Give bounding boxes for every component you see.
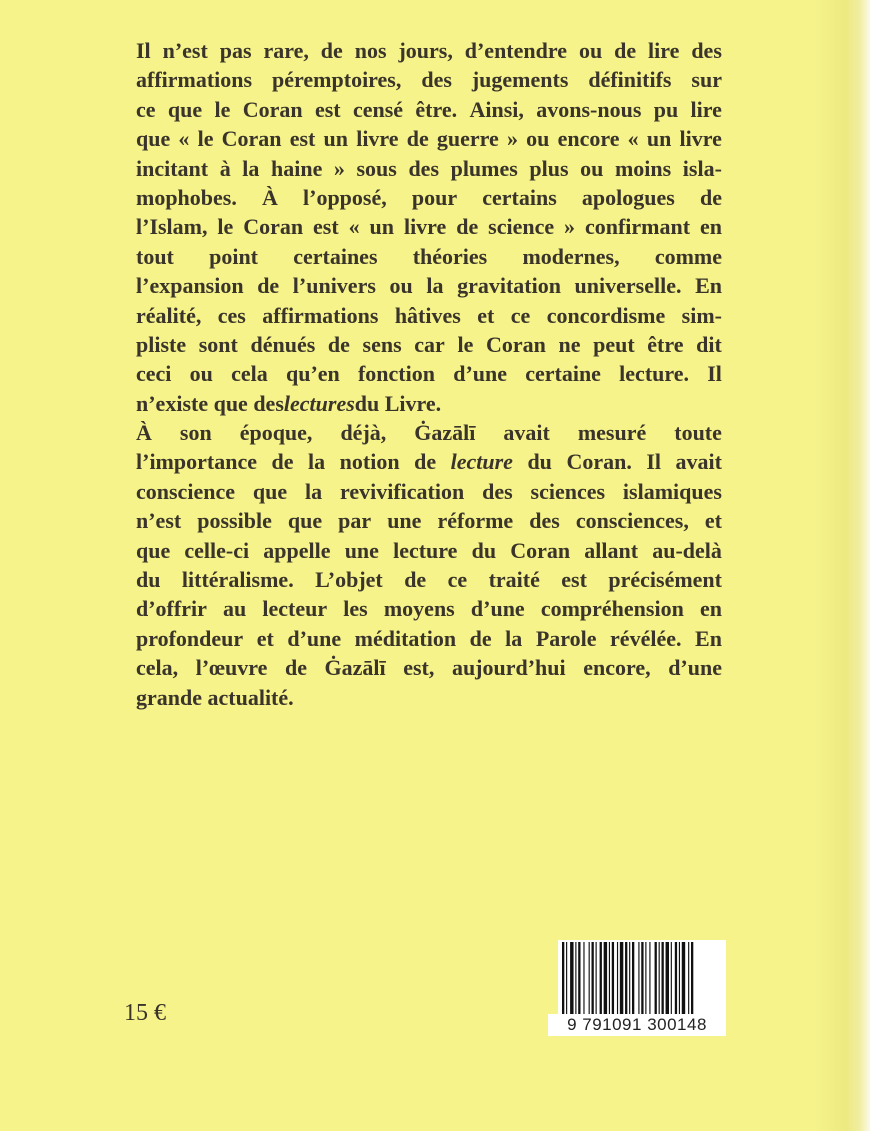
word: le [457, 331, 474, 357]
word: « [627, 126, 639, 152]
word: un [323, 126, 349, 152]
word: de [327, 331, 350, 357]
word: Coran. [566, 449, 632, 475]
word: la [505, 625, 523, 651]
word: Ainsi, [469, 96, 524, 122]
word: modernes, [522, 243, 620, 269]
word: mesuré [577, 420, 647, 446]
word: du [136, 567, 161, 593]
text-line [136, 95, 722, 124]
word: lecteur [262, 596, 328, 622]
word: Ġazālī [324, 655, 386, 681]
barcode-bar [682, 942, 685, 1014]
barcode-bar [625, 942, 627, 1014]
word: théories [412, 243, 488, 269]
line-segment: n’existe que des [136, 390, 284, 416]
word: sens [362, 331, 402, 357]
barcode-bar [575, 942, 576, 1014]
word: est [314, 96, 341, 122]
text-line [136, 389, 722, 418]
word: En [695, 625, 722, 651]
word: À [136, 420, 152, 446]
word: avait [675, 449, 722, 475]
word: pu [653, 96, 679, 122]
word: « [348, 214, 360, 240]
word: ce [136, 96, 156, 122]
word: livre [679, 126, 722, 152]
word: que [136, 126, 171, 152]
word: l’expansion [136, 273, 244, 299]
word: nos [354, 38, 387, 63]
word: d’offrir [136, 596, 207, 622]
text-line [136, 242, 722, 271]
word: universelle. [574, 273, 682, 299]
word: en [699, 214, 722, 240]
word: la [308, 449, 326, 475]
word: Coran [485, 331, 546, 357]
word: d’entendre [464, 38, 568, 63]
word: des [529, 508, 560, 534]
word: Coran [243, 214, 304, 240]
word: possible [197, 508, 272, 534]
word: affirmations [136, 67, 253, 93]
word: tout [136, 243, 174, 269]
word: encore [557, 126, 620, 152]
word: moyens [383, 596, 455, 622]
word: pour [411, 184, 458, 210]
word: de [469, 625, 492, 651]
barcode-bar [562, 942, 564, 1014]
line-text: grande actualité. [136, 684, 294, 710]
barcode-bar [609, 942, 610, 1014]
page-edge-shadow [815, 0, 870, 1131]
word: au-delà [652, 537, 722, 563]
word: certaines [293, 243, 378, 269]
line-segment: du Livre. [354, 390, 442, 416]
word: car [414, 331, 445, 357]
word: avons-nous [536, 96, 642, 122]
barcode-bar [691, 942, 693, 1014]
word: que [167, 96, 203, 122]
barcode-bar [583, 942, 584, 1014]
word: d’une [453, 361, 507, 387]
word: de [271, 449, 294, 475]
text-line [136, 506, 722, 535]
word: conscience [136, 478, 235, 504]
word: avait [503, 420, 550, 446]
word: point [209, 243, 259, 269]
isbn-barcode [548, 940, 726, 1040]
text-line [136, 359, 722, 388]
word: pliste [136, 331, 187, 357]
word: Coran [242, 96, 303, 122]
word: affirmations [262, 302, 379, 328]
word: Coran [510, 537, 571, 563]
text-line [136, 418, 722, 447]
word: le [214, 96, 231, 122]
word: littéralisme. [181, 567, 294, 593]
barcode-bar [612, 942, 614, 1014]
word: son [179, 420, 212, 446]
word: comme [654, 243, 722, 269]
word: que [287, 508, 323, 534]
word: mophobes. [136, 184, 237, 210]
word: appelle [263, 537, 331, 563]
word: la [304, 478, 323, 504]
word: de [614, 38, 637, 63]
barcode-bar [617, 942, 618, 1014]
word: réforme [437, 508, 514, 534]
word: de [284, 655, 307, 681]
word: l’importance [136, 449, 257, 475]
word: ce [447, 567, 468, 593]
barcode-bar [679, 942, 680, 1014]
word: censé [352, 96, 404, 122]
word: n’est [162, 38, 208, 63]
word: jours, [398, 38, 453, 63]
word: de [404, 567, 427, 593]
word: l’univers [292, 273, 376, 299]
word: ceci [136, 361, 172, 387]
word: pas [219, 38, 252, 63]
word: toute [674, 420, 722, 446]
word: concordisme [546, 302, 666, 328]
text-line [136, 212, 722, 241]
word: certaine [525, 361, 601, 387]
word: gravitation [457, 273, 561, 299]
word: méditation [354, 625, 457, 651]
word: encore, [583, 655, 651, 681]
word: réalité, [136, 302, 202, 328]
word: par [338, 508, 372, 534]
barcode-bar [659, 942, 660, 1014]
word: au [223, 596, 247, 622]
word: précisément [608, 567, 722, 593]
word: » [564, 214, 576, 240]
barcode-bar [596, 942, 597, 1014]
word: est [561, 567, 587, 593]
word: des [691, 38, 722, 63]
word: En [695, 273, 722, 299]
word: des [421, 67, 452, 93]
word: lire [648, 38, 680, 63]
word: science [488, 214, 555, 240]
barcode-bar [632, 942, 634, 1014]
barcode-bar [666, 942, 669, 1014]
word: une [387, 508, 422, 534]
word: est [289, 126, 316, 152]
word: cela, [136, 655, 179, 681]
word: est, [403, 655, 435, 681]
word: profondeur [136, 625, 244, 651]
word: islamiques [622, 478, 722, 504]
word: celle-ci [184, 537, 250, 563]
text-line [136, 36, 722, 65]
word: les [343, 596, 368, 622]
barcode-bar [570, 942, 573, 1014]
text-line [136, 624, 722, 653]
word: est [313, 214, 339, 240]
word: L’objet [315, 567, 383, 593]
barcode-bar [675, 942, 677, 1014]
barcode-bar [662, 942, 664, 1014]
word: moins [614, 155, 672, 181]
word: Il [136, 38, 151, 63]
word: époque, [239, 420, 313, 446]
text-line [136, 271, 722, 300]
word: ou [578, 38, 603, 63]
word: être. [415, 96, 458, 122]
word: ces [217, 302, 246, 328]
word: et [704, 508, 722, 534]
text-line [136, 653, 722, 682]
word: » [506, 126, 518, 152]
word: révélée. [610, 625, 682, 651]
word: lecture [393, 537, 458, 563]
word: d’une [287, 625, 342, 651]
word: le [217, 214, 234, 240]
word: des [482, 478, 513, 504]
word: livre [403, 214, 447, 240]
word: certains [482, 184, 557, 210]
word: d’une [668, 655, 722, 681]
word: d’une [470, 596, 525, 622]
text-line [136, 154, 722, 183]
word: de [257, 273, 280, 299]
word: sur [691, 67, 722, 93]
word: peut [593, 331, 635, 357]
word: plumes [450, 155, 518, 181]
word: déjà, [340, 420, 387, 446]
word: guerre [436, 126, 499, 152]
text-line [136, 124, 722, 153]
word: dénués [250, 331, 316, 357]
word: sous [356, 155, 397, 181]
word: cela [231, 361, 268, 387]
word: être [647, 331, 684, 357]
word: sciences [530, 478, 606, 504]
barcode-bar [649, 942, 650, 1014]
barcode-bar [671, 942, 672, 1014]
barcode-bar [641, 942, 643, 1014]
word: l’Islam, [136, 214, 208, 240]
word: incitant [136, 155, 209, 181]
word: sont [198, 331, 238, 357]
word: un [369, 214, 395, 240]
word: et [477, 302, 495, 328]
word: plus [529, 155, 569, 181]
word: » [333, 155, 345, 181]
italic-word: lecture [450, 449, 513, 475]
word: Coran [221, 126, 282, 152]
word: allant [584, 537, 639, 563]
barcode-bar [600, 942, 602, 1014]
text-line [136, 683, 722, 712]
word: lecture. [619, 361, 690, 387]
text-line [136, 536, 722, 565]
word: la [242, 155, 260, 181]
word: apologues [581, 184, 675, 210]
word: Il [707, 361, 722, 387]
barcode-number: 9 791091 300148 [548, 1014, 726, 1036]
word: l’œuvre [195, 655, 268, 681]
word: livre [356, 126, 399, 152]
word: ce [510, 302, 531, 328]
word: de [406, 126, 429, 152]
word: notion [339, 449, 400, 475]
barcode-bar [566, 942, 567, 1014]
word: péremptoires, [272, 67, 402, 93]
word: des [408, 155, 439, 181]
word: à [219, 155, 231, 181]
word: Ġazālī [414, 420, 476, 446]
text-line [136, 183, 722, 212]
word: ou [580, 155, 604, 181]
word: haine [270, 155, 323, 181]
barcode-bar [688, 942, 689, 1014]
barcode-bar [589, 942, 590, 1014]
word: le [197, 126, 214, 152]
italic-word: lectures [283, 390, 355, 416]
word: de [414, 449, 437, 475]
barcode-bar [655, 942, 657, 1014]
word: rare, [263, 38, 309, 63]
word: hâtives [394, 302, 461, 328]
word: jugements [471, 67, 569, 93]
word: de [699, 184, 722, 210]
word: dit [696, 331, 722, 357]
word: sim- [681, 302, 722, 328]
word: une [344, 537, 379, 563]
word: en [699, 596, 722, 622]
word: Parole [535, 625, 597, 651]
word: fonction [357, 361, 435, 387]
word: revivification [339, 478, 465, 504]
text-line [136, 594, 722, 623]
text-line [136, 477, 722, 506]
word: ou [389, 273, 413, 299]
word: confirmant [584, 214, 691, 240]
word: traité [488, 567, 540, 593]
text-line [136, 565, 722, 594]
word: que [252, 478, 288, 504]
barcode-bar [604, 942, 607, 1014]
word: À [261, 184, 278, 210]
text-line [136, 65, 722, 94]
word: que [136, 537, 171, 563]
word: de [456, 214, 479, 240]
word: compréhension [540, 596, 684, 622]
word: consciences, [575, 508, 689, 534]
word: ou [526, 126, 550, 152]
word: du [471, 537, 497, 563]
text-line [136, 330, 722, 359]
word: définitifs [588, 67, 672, 93]
word: Il [646, 449, 662, 475]
word: du [527, 449, 552, 475]
word: ne [558, 331, 581, 357]
barcode-bar [629, 942, 630, 1014]
word: qu’en [285, 361, 340, 387]
word: lire [690, 96, 722, 122]
text-line [136, 301, 722, 330]
word: isla- [682, 155, 722, 181]
barcode-bar [638, 942, 639, 1014]
barcode-bar [645, 942, 646, 1014]
barcode-bar [592, 942, 594, 1014]
word: ou [189, 361, 213, 387]
word: n’est [136, 508, 182, 534]
word: et [256, 625, 274, 651]
word: la [426, 273, 444, 299]
blurb-text [136, 36, 722, 712]
word: un [646, 126, 672, 152]
text-line [136, 447, 722, 476]
word: l’opposé, [303, 184, 387, 210]
word: « [178, 126, 190, 152]
price-label: 15 € [124, 1000, 166, 1026]
barcode-bars [558, 940, 726, 1016]
word: de [320, 38, 343, 63]
barcode-bar [620, 942, 623, 1014]
word: aujourd’hui [451, 655, 566, 681]
barcode-bar [578, 942, 580, 1014]
